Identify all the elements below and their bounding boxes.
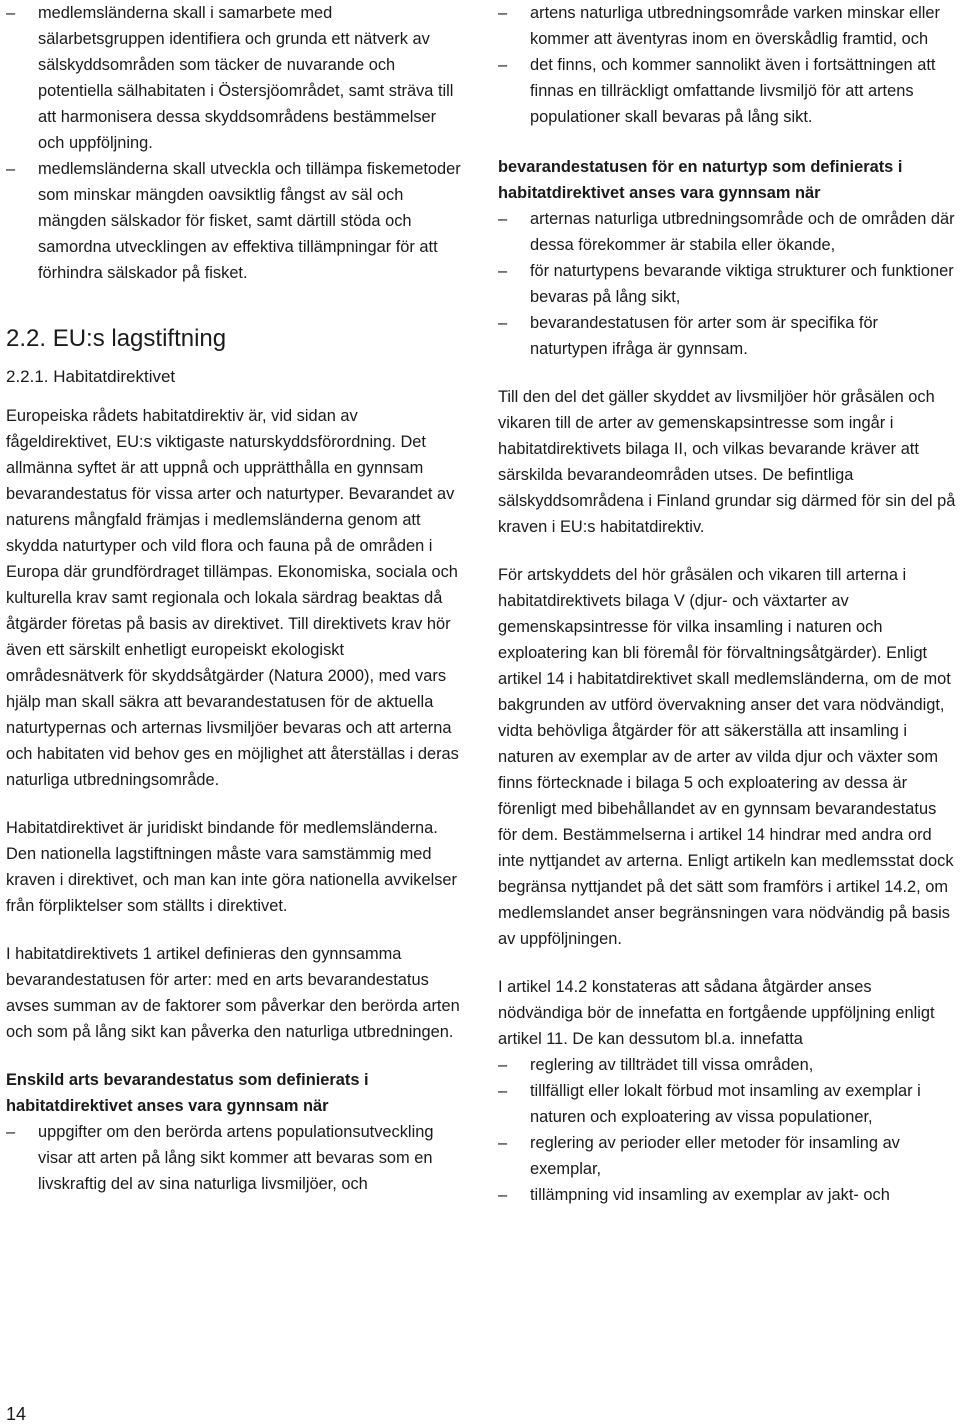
paragraph: För artskyddets del hör gråsälen och vikaren till arterna i habitatdirektivets bilaga V (djur- och växtarter av gemenskapsintresse för vilka insamling i naturen och exploatering kan bli föremål för förvaltningsåtgärder). Enligt artikel 14 i habitatdirektivet skall medlemsländerna, om de mot bakgrunden av utförd övervakning anser det vara nödvändigt, vidta behövliga åtgärder för att säkerställa att insamling i naturen av exemplar av de arter av vilda djur och växter som finns förtecknade i bilaga 5 och exploatering av dessa är förenligt med bibehållandet av en gynnsam bevarandestatus för dem. Bestämmelserna i artikel 14 hindrar med andra ord inte nyttjandet av arterna. Enligt artikeln kan medlemsstat dock begränsa nyttjandet på det sätt som framförs i artikel 14.2, om medlemslandet anser begränsningen vara nödvändig på basis av uppföljningen. xyxy=(498,566,954,948)
right-bottom-list xyxy=(498,1052,956,1208)
list-item: – uppgifter om den berörda artens populationsutveckling visar att arten på lång sikt kommer att bevaras som en livskraftig del av sina naturliga livsmiljöer, och xyxy=(6,1119,462,1197)
list-item: – bevarandestatusen för arter som är specifika för naturtypen ifråga är gynnsam. xyxy=(498,310,956,362)
list-item: – arternas naturliga utbredningsområde och de områden där dessa förekommer är stabila eller ökande, xyxy=(498,206,956,258)
right-top-list xyxy=(498,0,956,130)
left-column xyxy=(6,0,462,1197)
right-mid-list xyxy=(498,206,956,362)
paragraph: I habitatdirektivets 1 artikel definieras den gynnsamma bevarandestatusen för arter: med en arts bevarandestatus avses summan av de faktorer som påverkar den berörda arten och som på lång sikt kan påverka den naturliga utbredningen. xyxy=(6,945,460,1041)
list-item: – tillfälligt eller lokalt förbud mot insamling av exemplar i naturen och exploatering av vissa populationer, xyxy=(498,1078,956,1130)
list-item: – artens naturliga utbredningsområde varken minskar eller kommer att äventyras inom en överskådlig framtid, och xyxy=(498,0,956,52)
subsection-heading: 2.2.1. Habitatdirektivet xyxy=(6,367,176,386)
paragraph: Europeiska rådets habitatdirektiv är, vid sidan av fågeldirektivet, EU:s viktigaste naturskyddsförordning. Det allmänna syftet är att uppnå och upprätthålla en gynnsam bevarandestatus för vissa arter och naturtyper. Bevarandet av naturens mångfald främjas i medlemsländerna genom att skydda naturtyper och vild flora och fauna på de områden i Europa där grundfördraget tillämpas. Ekonomiska, sociala och kulturella krav samt regionala och lokala särdrag beaktas då åtgärder företas på basis av direktivet. Till direktivets krav hör även ett särskilt enhetligt europeiskt ekologiskt områdesnätverk för skyddsåtgärder (Natura 2000), med vars hjälp man skall säkra att bevarandestatusen för de aktuella naturtypernas och arternas livsmiljöer bevaras och att arterna och habitaten vid behov ges en möjlighet att återställas i deras naturliga utbredningsområde. xyxy=(6,407,459,789)
section-heading: 2.2. EU:s lagstiftning xyxy=(6,325,227,352)
list-item: – reglering av tillträdet till vissa områden, xyxy=(498,1052,956,1078)
left-top-list xyxy=(6,0,462,286)
list-item: – reglering av perioder eller metoder för insamling av exemplar, xyxy=(498,1130,956,1182)
list-item: – medlemsländerna skall utveckla och tillämpa fiskemetoder som minskar mängden oavsiktlig fångst av säl och mängden sälskador för fisket, samt därtill stöda och samordna utvecklingen av effektiva tillämpningar för att förhindra sälskador på fisket. xyxy=(6,156,462,286)
list-item: – medlemsländerna skall i samarbete med sälarbetsgruppen identifiera och grunda ett nätverk av sälskyddsområden som täcker de nuvarande och potentiella sälhabitaten i Östersjöområdet, samt sträva till att harmonisera dessa skyddsområdens bestämmelser och uppföljning. xyxy=(6,0,462,156)
list-item: – det finns, och kommer sannolikt även i fortsättningen att finnas en tillräckligt omfattande livsmiljö för att artens populationer skall bevaras på lång sikt. xyxy=(498,52,956,130)
list-item: – tillämpning vid insamling av exemplar av jakt- och xyxy=(498,1182,956,1208)
page-number: 14 xyxy=(6,1404,27,1424)
paragraph: I artikel 14.2 konstateras att sådana åtgärder anses nödvändiga bör de innefatta en fortgående uppföljning enligt artikel 11. De kan dessutom bl.a. innefatta xyxy=(498,978,935,1048)
bold-heading: Enskild arts bevarandestatus som definierats i habitatdirektivet anses vara gynnsam när xyxy=(6,1071,369,1115)
paragraph: Till den del det gäller skyddet av livsmiljöer hör gråsälen och vikaren till de arter av gemenskapsintresse som ingår i habitatdirektivets bilaga II, och vilkas bevarande kräver att särskilda bevarandeområden utses. De befintliga sälskyddsområdena i Finland grundar sig därmed för sin del på kraven i EU:s habitatdirektiv. xyxy=(498,388,956,536)
left-bottom-list xyxy=(6,1119,462,1197)
right-column xyxy=(498,0,956,1208)
list-item: – för naturtypens bevarande viktiga strukturer och funktioner bevaras på lång sikt, xyxy=(498,258,956,310)
paragraph: Habitatdirektivet är juridiskt bindande för medlemsländerna. Den nationella lagstiftningen måste vara samstämmig med kraven i direktivet, och man kan inte göra nationella avvikelser från förpliktelser som ställts i direktivet. xyxy=(6,819,457,915)
bold-heading: bevarandestatusen för en naturtyp som definierats i habitatdirektivet anses vara gynnsam när xyxy=(498,158,903,202)
